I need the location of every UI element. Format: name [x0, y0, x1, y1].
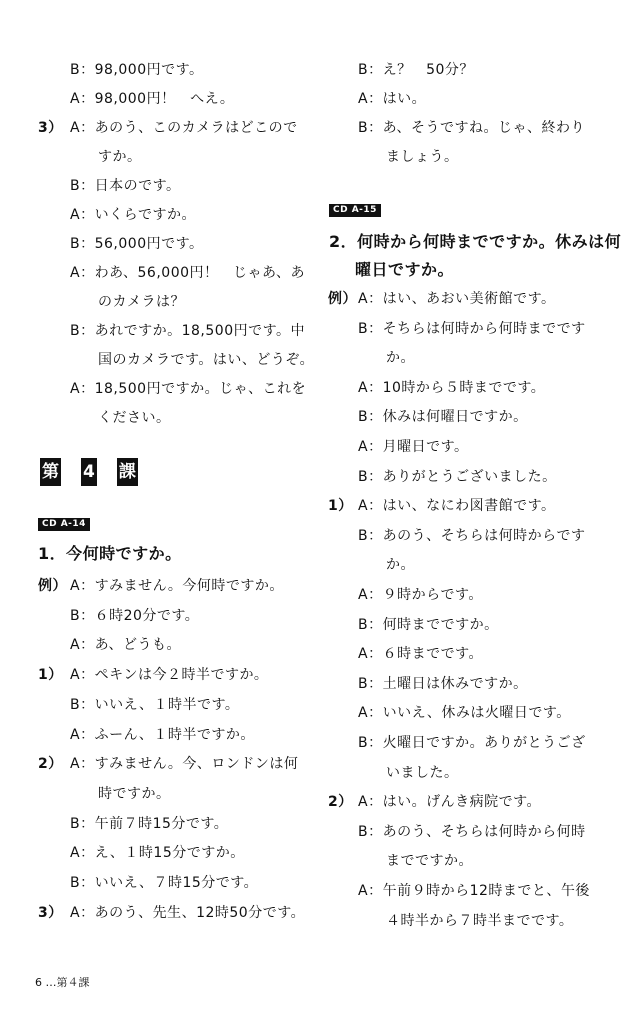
speaker-label: A：: [70, 904, 95, 921]
dialogue-text: 国のカメラです。はい、どうぞ。: [98, 352, 315, 368]
speaker-label: B：: [358, 120, 383, 136]
speaker-label: B：: [70, 607, 95, 624]
lesson-title: [40, 458, 138, 486]
speaker-label: A：: [358, 883, 383, 899]
dialogue-line: [70, 905, 305, 921]
lesson-title-number: 4: [81, 458, 97, 486]
dialogue-line: [358, 765, 459, 781]
dialogue-line: [70, 756, 298, 772]
speaker-label: A：: [70, 667, 95, 684]
dialogue-line: [70, 91, 234, 107]
dialogue-line: [70, 608, 199, 624]
dialogue-text: いくらですか。: [94, 207, 196, 223]
dialogue-text: ９時からです。: [382, 587, 483, 603]
dialogue-text: 土曜日は休みですか。: [382, 675, 528, 692]
dialogue-text: 午前９時から12時までと、午後: [382, 883, 590, 899]
speaker-label: B：: [70, 815, 95, 832]
dialogue-line: [70, 120, 298, 136]
dialogue-text: ありがとうございました。: [382, 468, 557, 485]
speaker-label: B：: [358, 675, 383, 692]
dialogue-text: はい、なにわ図書館です。: [382, 498, 556, 515]
speaker-label: B：: [70, 62, 95, 78]
dialogue-text: 日本のです。: [94, 178, 181, 194]
speaker-label: B：: [70, 875, 95, 891]
dialogue-line: [70, 294, 185, 310]
dialogue-line: [70, 578, 284, 594]
item-number: 3）: [38, 120, 63, 136]
dialogue-line: [358, 853, 473, 869]
speaker-label: A：: [70, 120, 95, 136]
dialogue-line: [358, 528, 585, 544]
item-number: 1）: [328, 498, 353, 515]
dialogue-text: あのう、先生、12時50分です。: [94, 904, 306, 921]
speaker-label: A：: [70, 845, 95, 862]
speaker-label: A：: [70, 637, 95, 654]
dialogue-text: あ、どうも。: [94, 637, 182, 654]
speaker-label: A：: [358, 439, 383, 455]
dialogue-line: [70, 265, 305, 281]
dialogue-line: [70, 816, 228, 832]
dialogue-text: はい、あおい美術館です。: [382, 291, 556, 307]
speaker-label: A：: [358, 794, 383, 811]
dialogue-text: ください。: [98, 410, 171, 426]
speaker-label: A：: [358, 379, 383, 396]
lesson-title-char: 第: [40, 458, 61, 486]
dialogue-line: [358, 498, 555, 514]
dialogue-text: あ、そうですね。じゃ、終わり: [382, 120, 586, 136]
dialogue-text: あのう、このカメラはどこので: [94, 120, 298, 136]
page-footer: 6 …第４課: [35, 976, 90, 989]
dialogue-line: [70, 352, 314, 368]
dialogue-text: 18,500円ですか。じゃ、これを: [94, 381, 307, 397]
dialogue-text: いいえ、１時半です。: [94, 696, 240, 713]
dialogue-line: [70, 323, 305, 339]
dialogue-line: [70, 637, 181, 653]
dialogue-text: わあ、56,000円！ じゃあ、あ: [94, 265, 305, 281]
speaker-label: B：: [358, 62, 383, 78]
speaker-label: A：: [358, 291, 383, 307]
dialogue-line: [70, 62, 203, 78]
dialogue-line: [358, 617, 499, 633]
dialogue-text: あのう、そちらは何時からです: [382, 527, 586, 544]
item-number: 例）: [38, 578, 67, 594]
dialogue-text: のカメラは？: [98, 294, 185, 310]
dialogue-line: [70, 410, 171, 426]
dialogue-text: すみません。今、ロンドンは何: [94, 756, 299, 773]
dialogue-line: [70, 178, 181, 194]
dialogue-line: [358, 794, 541, 810]
cd-track-badge: CD A-14: [38, 518, 90, 531]
dialogue-text: 56,000円です。: [94, 236, 204, 252]
dialogue-line: [358, 469, 557, 485]
speaker-label: B：: [70, 236, 95, 252]
dialogue-text: 10時から５時までです。: [382, 379, 546, 396]
speaker-label: A：: [70, 726, 95, 743]
dialogue-line: [358, 646, 483, 662]
speaker-label: A：: [70, 756, 95, 773]
dialogue-line: [358, 291, 555, 307]
section-heading: 1．今何時ですか。: [38, 544, 182, 563]
speaker-label: A：: [70, 91, 95, 107]
speaker-label: A：: [358, 498, 383, 515]
dialogue-line: [358, 62, 474, 78]
speaker-label: A：: [70, 381, 95, 397]
cd-track-badge: CD A-15: [329, 204, 381, 217]
dialogue-line: [358, 380, 545, 396]
dialogue-line: [358, 409, 528, 425]
dialogue-line: [70, 236, 203, 252]
dialogue-line: [358, 557, 415, 573]
dialogue-text: 何時までですか。: [382, 616, 499, 633]
dialogue-line: [70, 381, 306, 397]
speaker-label: B：: [358, 409, 383, 426]
dialogue-text: 98,000円！ へえ。: [94, 91, 235, 107]
item-number: 2）: [38, 756, 63, 773]
speaker-label: A：: [70, 207, 95, 223]
dialogue-text: え、１時15分ですか。: [94, 845, 245, 862]
dialogue-line: [70, 845, 245, 861]
dialogue-text: までですか。: [386, 853, 473, 870]
item-number: 1）: [38, 667, 63, 684]
dialogue-text: ４時半から７時半までです。: [386, 912, 574, 929]
dialogue-text: ふーん、１時半ですか。: [94, 726, 255, 743]
dialogue-line: [358, 120, 585, 136]
dialogue-line: [70, 727, 255, 743]
dialogue-text: そちらは何時から何時までです: [382, 320, 586, 337]
item-number: 3）: [38, 904, 63, 921]
item-number: 2）: [328, 794, 353, 811]
speaker-label: B：: [70, 696, 95, 713]
dialogue-line: [358, 824, 586, 840]
dialogue-line: [70, 786, 171, 802]
dialogue-line: [358, 705, 571, 721]
dialogue-line: [358, 149, 459, 165]
dialogue-text: はい。げんき病院です。: [382, 794, 541, 811]
dialogue-line: [70, 875, 258, 891]
speaker-label: B：: [70, 178, 95, 194]
dialogue-line: [70, 207, 196, 223]
speaker-label: B：: [358, 468, 383, 485]
dialogue-text: すか。: [98, 149, 142, 165]
speaker-label: A：: [70, 578, 95, 594]
speaker-label: B：: [358, 616, 383, 633]
dialogue-text: 98,000円です。: [94, 62, 204, 78]
speaker-label: B：: [358, 320, 383, 337]
speaker-label: A：: [358, 705, 383, 722]
speaker-label: A：: [358, 587, 383, 603]
lesson-title-char: 課: [117, 458, 138, 486]
dialogue-text: あれですか。18,500円です。中: [94, 323, 305, 339]
dialogue-text: ６時までです。: [382, 646, 483, 663]
speaker-label: A：: [358, 646, 383, 663]
dialogue-text: か。: [386, 557, 415, 574]
speaker-label: B：: [358, 735, 383, 751]
dialogue-text: か。: [386, 350, 415, 367]
speaker-label: A：: [70, 265, 95, 281]
dialogue-text: ペキンは今２時半ですか。: [94, 667, 269, 684]
dialogue-line: [70, 667, 268, 683]
dialogue-line: [358, 321, 586, 337]
dialogue-text: あのう、そちらは何時から何時: [382, 823, 586, 840]
dialogue-line: [358, 676, 528, 692]
dialogue-text: 休みは何曜日ですか。: [382, 409, 528, 426]
dialogue-line: [358, 735, 586, 751]
dialogue-text: 時ですか。: [98, 785, 171, 802]
dialogue-text: 午前７時15分です。: [94, 815, 229, 832]
dialogue-text: いいえ、７時15分です。: [94, 875, 259, 891]
dialogue-text: いいえ、休みは火曜日です。: [382, 705, 571, 722]
dialogue-text: はい。: [382, 91, 427, 107]
dialogue-text: いました。: [386, 764, 459, 781]
dialogue-line: [358, 587, 483, 603]
dialogue-text: 火曜日ですか。ありがとうござ: [382, 735, 586, 751]
dialogue-text: すみません。今何時ですか。: [94, 578, 284, 594]
dialogue-text: え？ 50分？: [382, 62, 474, 78]
dialogue-line: [70, 149, 142, 165]
dialogue-line: [70, 697, 239, 713]
dialogue-line: [358, 350, 415, 366]
section-heading: 2．何時から何時までですか。休みは何: [329, 232, 622, 251]
dialogue-line: [358, 883, 590, 899]
speaker-label: B：: [358, 823, 383, 840]
dialogue-line: [358, 913, 573, 929]
speaker-label: A：: [358, 91, 383, 107]
section-heading-continued: 曜日ですか。: [355, 260, 455, 279]
speaker-label: B：: [70, 323, 95, 339]
dialogue-line: [358, 439, 468, 455]
speaker-label: B：: [358, 527, 383, 544]
item-number: 例）: [328, 291, 357, 307]
dialogue-text: ましょう。: [386, 149, 459, 165]
dialogue-text: ６時20分です。: [94, 607, 200, 624]
dialogue-text: 月曜日です。: [382, 439, 469, 455]
dialogue-line: [358, 91, 426, 107]
